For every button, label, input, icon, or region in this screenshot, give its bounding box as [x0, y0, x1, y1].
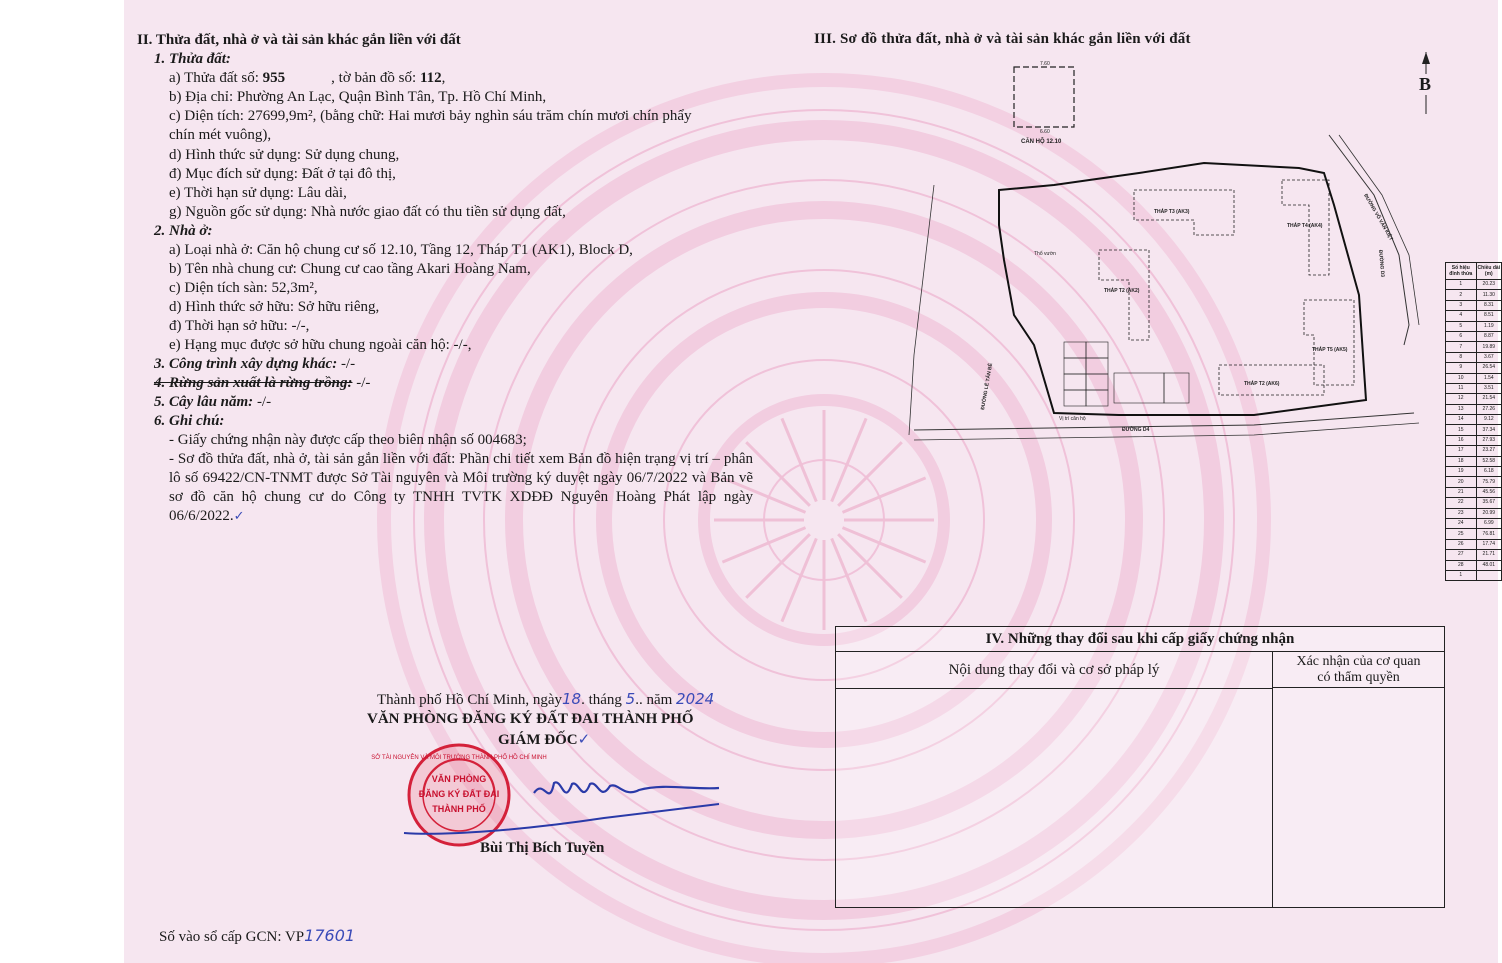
- lengths-row: [1446, 570, 1502, 580]
- date-prefix: Thành phố Hồ Chí Minh, ngày: [377, 692, 562, 708]
- lengths-row: [1446, 331, 1502, 341]
- lengths-row: [1446, 498, 1502, 508]
- director-tick: ✓: [577, 730, 591, 748]
- note-diagram: [169, 450, 753, 526]
- segment-length: 35.67: [1476, 498, 1501, 508]
- stamp-ring-text: SỞ TÀI NGUYÊN VÀ MÔI TRƯỜNG THÀNH PHỐ HỒ CHÍ MINH: [371, 755, 547, 761]
- segment-length: 75.79: [1476, 477, 1501, 487]
- lengths-row: [1446, 280, 1502, 290]
- office-name: VĂN PHÒNG ĐĂNG KÝ ĐẤT ĐAI THÀNH PHỐ: [367, 711, 694, 727]
- changes-title: IV. Những thay đổi sau khi cấp giấy chứng nhận: [836, 627, 1444, 652]
- signing-date: [377, 690, 714, 710]
- road-west-label: ĐƯỜNG LÊ TẤN BÊ: [980, 362, 995, 411]
- year-label: .. năm: [635, 692, 673, 708]
- date-year: 2024: [676, 690, 715, 708]
- changes-column-divider: [1272, 688, 1273, 907]
- road-west-edge: [909, 185, 934, 435]
- boundary-lengths-table: [1445, 262, 1502, 581]
- section-3: [154, 355, 355, 374]
- vertex-number: 27: [1446, 550, 1477, 560]
- lengths-row: [1446, 550, 1502, 560]
- land-heading: 1. Thửa đất:: [154, 51, 231, 67]
- parcel-label: a) Thửa đất số:: [169, 70, 259, 86]
- tick-mark: ✓: [233, 509, 245, 524]
- segment-length: 8.31: [1476, 300, 1501, 310]
- vertex-number: 12: [1446, 394, 1477, 404]
- vertex-number: 8: [1446, 352, 1477, 362]
- tower-t2-label: THÁP T2 (AK2): [1104, 288, 1140, 294]
- vertex-number: 25: [1446, 529, 1477, 539]
- registry-value: 17601: [304, 926, 356, 945]
- lengths-row: [1446, 425, 1502, 435]
- segment-length: 9.12: [1476, 415, 1501, 425]
- vertex-number: 2: [1446, 290, 1477, 300]
- segment-length: 45.56: [1476, 487, 1501, 497]
- land-use-purpose: đ) Mục đích sử dụng: Đất ở tại đô thị,: [169, 166, 396, 182]
- segment-length: 23.27: [1476, 446, 1501, 456]
- vertex-number: 19: [1446, 467, 1477, 477]
- house-ownership-form: d) Hình thức sở hữu: Sở hữu riêng,: [169, 299, 380, 315]
- lengths-row: [1446, 373, 1502, 383]
- segment-length: 1.54: [1476, 373, 1501, 383]
- segment-length: 17.74: [1476, 539, 1501, 549]
- segment-length: 6.18: [1476, 467, 1501, 477]
- vertex-number: 21: [1446, 487, 1477, 497]
- stamp-line-2: ĐĂNG KÝ ĐẤT ĐAI: [418, 789, 500, 799]
- vertex-number: 3: [1446, 300, 1477, 310]
- vertex-number: 16: [1446, 435, 1477, 445]
- vertex-number: 20: [1446, 477, 1477, 487]
- segment-length: 21.54: [1476, 394, 1501, 404]
- note-diagram-text: - Sơ đồ thửa đất, nhà ở, tài sản gắn liền với đất: Phần chi tiết xem Bản đồ hiện trạng vị trí – phân lô số 69422/CN-TNMT được Sở Tài nguyên và Môi trường ký duyệt ngày 06/7/2022 và Bản vẽ sơ đồ căn hộ chung cư do Công ty TNHH TVTK XDĐĐ Nguyên Hoàng Phát lập ngày 06/6/2022.: [169, 451, 753, 524]
- confirmation-line-2: có thẩm quyền: [1317, 670, 1400, 685]
- house-ownership-term: đ) Thời hạn sở hữu: -/-,: [169, 318, 310, 334]
- house-building-name: b) Tên nhà chung cư: Chung cư cao tầng Akari Hoàng Nam,: [169, 261, 531, 277]
- lengths-row: [1446, 290, 1502, 300]
- map-number: 112: [419, 70, 442, 86]
- segment-length: 6.99: [1476, 518, 1501, 528]
- vertex-number: 17: [1446, 446, 1477, 456]
- land-area-line2: chín mét vuông),: [169, 127, 272, 143]
- land-address: b) Địa chỉ: Phường An Lạc, Quận Bình Tân, Tp. Hồ Chí Minh,: [169, 89, 547, 105]
- house-heading: 2. Nhà ở:: [154, 223, 213, 239]
- segment-length: 19.89: [1476, 342, 1501, 352]
- section-5-value: -/-: [256, 394, 272, 410]
- stamp-line-1: VĂN PHÒNG: [431, 774, 487, 784]
- segment-length: 20.23: [1476, 280, 1501, 290]
- tower-t6-label: THÁP T2 (AK6): [1244, 381, 1280, 387]
- vertex-number: 5: [1446, 321, 1477, 331]
- vertex-number: 7: [1446, 342, 1477, 352]
- segment-length: 20.99: [1476, 508, 1501, 518]
- house-floor-area: c) Diện tích sàn: 52,3m²,: [169, 280, 318, 296]
- lengths-row: [1446, 456, 1502, 466]
- segment-length: 37.34: [1476, 425, 1501, 435]
- section-5: [154, 393, 271, 412]
- lengths-row: [1446, 383, 1502, 393]
- vertex-number: 9: [1446, 363, 1477, 373]
- confirmation-line-1: Xác nhận của cơ quan: [1296, 654, 1421, 669]
- lengths-row: [1446, 560, 1502, 570]
- lengths-row: [1446, 342, 1502, 352]
- vertex-number: 22: [1446, 498, 1477, 508]
- unit-label: CĂN HỘ 12.10: [1021, 139, 1062, 145]
- section-4-value: -/-: [356, 375, 371, 391]
- tower-t4-label: THÁP T4 (AK4): [1287, 223, 1323, 229]
- vertex-number: 15: [1446, 425, 1477, 435]
- section-3-value: -/-: [340, 356, 356, 372]
- lengths-row: [1446, 352, 1502, 362]
- lengths-row: [1446, 467, 1502, 477]
- segment-length: 27.93: [1476, 435, 1501, 445]
- parcel-number: 955: [262, 70, 286, 86]
- segment-length: 11.30: [1476, 290, 1501, 300]
- land-parcel-line: a) Thửa đất số: 955 , tờ bản đồ số: 112,: [169, 70, 446, 86]
- map-label: , tờ bản đồ số:: [331, 70, 417, 86]
- segment-length: 27.26: [1476, 404, 1501, 414]
- signer-name: Bùi Thị Bích Tuyền: [480, 840, 605, 856]
- segment-length: 8.51: [1476, 311, 1501, 321]
- section-iii-title: III. Sơ đồ thửa đất, nhà ở và tài sản khác gắn liền với đất: [814, 31, 1191, 47]
- road-d3-label: ĐƯỜNG D3: [1377, 249, 1386, 278]
- segment-length: 52.58: [1476, 456, 1501, 466]
- vertex-number: 23: [1446, 508, 1477, 518]
- segment-length: 76.81: [1476, 529, 1501, 539]
- lengths-row: [1446, 300, 1502, 310]
- lengths-row: [1446, 487, 1502, 497]
- lengths-header-length: Chiều dài (m): [1476, 263, 1501, 280]
- vertex-number: 4: [1446, 311, 1477, 321]
- lengths-row: [1446, 518, 1502, 528]
- lengths-row: [1446, 508, 1502, 518]
- month-label: . tháng: [581, 692, 622, 708]
- registry-label: Số vào sổ cấp GCN: VP: [159, 929, 305, 945]
- land-origin: g) Nguồn gốc sử dụng: Nhà nước giao đất có thu tiền sử dụng đất,: [169, 204, 566, 220]
- vertex-number: 6: [1446, 331, 1477, 341]
- road-south-edge-2: [914, 423, 1419, 440]
- land-use-form: d) Hình thức sử dụng: Sử dụng chung,: [169, 147, 400, 163]
- date-month: 5: [625, 690, 636, 708]
- vertex-number: 14: [1446, 415, 1477, 425]
- road-east-edge: [1329, 135, 1409, 345]
- road-east-edge-2: [1339, 135, 1419, 325]
- road-east-label: ĐƯỜNG VÕ VĂN KIỆT: [1362, 193, 1394, 242]
- segment-length: 1.19: [1476, 321, 1501, 331]
- unit-blocks: [1064, 342, 1189, 406]
- parcel-boundary: [999, 163, 1366, 415]
- unit-inset: [1014, 61, 1074, 145]
- registry-number: [159, 926, 355, 947]
- segment-length: 21.71: [1476, 550, 1501, 560]
- lengths-row: [1446, 446, 1502, 456]
- lengths-row: [1446, 404, 1502, 414]
- tower-t3-label: THÁP T3 (AK3): [1154, 209, 1190, 215]
- stamp-line-3: THÀNH PHỐ: [432, 804, 486, 814]
- changes-table: [835, 626, 1445, 908]
- north-label: B: [1419, 74, 1432, 94]
- segment-length: 48.01: [1476, 560, 1501, 570]
- segment-length: [1476, 570, 1501, 580]
- segment-length: 3.51: [1476, 383, 1501, 393]
- segment-length: 8.87: [1476, 331, 1501, 341]
- segment-length: 3.67: [1476, 352, 1501, 362]
- unit-dim-bottom: 6.60: [1040, 129, 1050, 135]
- lengths-row: [1446, 321, 1502, 331]
- lengths-row: [1446, 477, 1502, 487]
- lengths-header-vertex: Số hiệu đỉnh thửa: [1446, 263, 1477, 280]
- section-5-heading: 5. Cây lâu năm:: [154, 394, 254, 410]
- garden-label: Thổ vườn: [1034, 251, 1056, 257]
- lengths-row: [1446, 415, 1502, 425]
- road-west-caption: Vị trí căn hộ: [1059, 416, 1086, 422]
- vertex-number: 18: [1446, 456, 1477, 466]
- lengths-row: [1446, 394, 1502, 404]
- section-4-heading: 4. Rừng sản xuất là rừng trồng:: [154, 375, 353, 391]
- house-common-items: e) Hạng mục được sở hữu chung ngoài căn hộ: -/-,: [169, 337, 472, 353]
- land-area-line1: c) Diện tích: 27699,9m², (bằng chữ: Hai mươi bảy nghìn sáu trăm chín mươi chín phẩy: [169, 108, 692, 124]
- director-title-text: GIÁM ĐỐC: [498, 732, 578, 748]
- segment-length: 26.54: [1476, 363, 1501, 373]
- lengths-row: [1446, 435, 1502, 445]
- note-receipt: - Giấy chứng nhận này được cấp theo biên nhận số 004683;: [169, 432, 527, 448]
- vertex-number: 10: [1446, 373, 1477, 383]
- signature-loops: [534, 782, 719, 793]
- lengths-row: [1446, 539, 1502, 549]
- date-day: 18: [562, 690, 582, 708]
- changes-column-content: Nội dung thay đổi và cơ sở pháp lý: [836, 652, 1273, 689]
- unit-dim-top: 7.60: [1040, 61, 1050, 67]
- tower-t5-label: THÁP T5 (AK5): [1312, 347, 1348, 353]
- vertex-number: 1: [1446, 280, 1477, 290]
- vertex-number: 11: [1446, 383, 1477, 393]
- vertex-number: 1: [1446, 570, 1477, 580]
- lengths-row: [1446, 311, 1502, 321]
- section-4: [154, 374, 370, 393]
- section-ii-title: II. Thửa đất, nhà ở và tài sản khác gắn liền với đất: [137, 32, 461, 48]
- land-use-term: e) Thời hạn sử dụng: Lâu dài,: [169, 185, 347, 201]
- notes-heading: 6. Ghi chú:: [154, 413, 225, 429]
- certificate-sheet: [124, 0, 1501, 963]
- road-south-label: ĐƯỜNG D4: [1122, 427, 1150, 433]
- parcel-diagram: [904, 55, 1424, 445]
- changes-column-confirmation: [1273, 652, 1444, 688]
- vertex-number: 24: [1446, 518, 1477, 528]
- vertex-number: 26: [1446, 539, 1477, 549]
- vertex-number: 28: [1446, 560, 1477, 570]
- section-3-heading: 3. Công trình xây dựng khác:: [154, 356, 338, 372]
- lengths-row: [1446, 363, 1502, 373]
- vertex-number: 13: [1446, 404, 1477, 414]
- house-type: a) Loại nhà ở: Căn hộ chung cư số 12.10, Tầng 12, Tháp T1 (AK1), Block D,: [169, 242, 633, 258]
- lengths-row: [1446, 529, 1502, 539]
